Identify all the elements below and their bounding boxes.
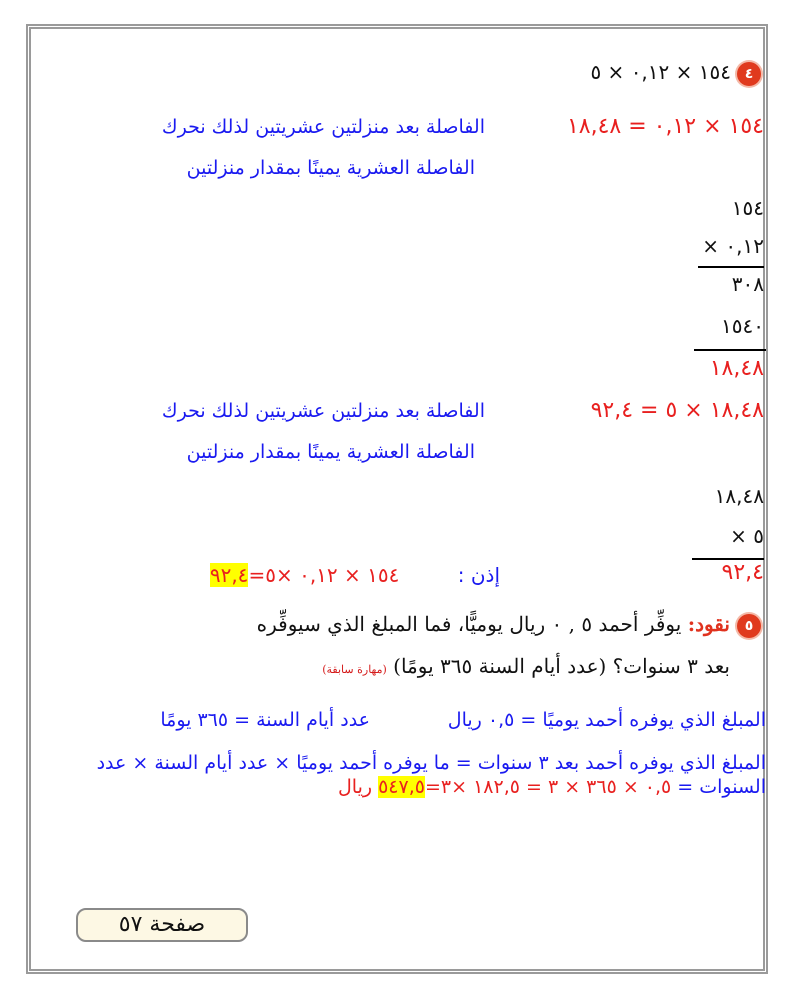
item-5-question-text: يوفِّر أحمد ٥ , ٠ ريال يوميًّا، فما المبلغ الذي سيوفِّره <box>256 612 682 636</box>
mult2-operand2: ٥ × <box>730 524 764 548</box>
step1-equation: ١٥٤ × ٠,١٢ = ١٨,٤٨ <box>566 114 764 139</box>
mult1-operand1: ١٥٤ <box>731 196 764 220</box>
final-unit: ريال <box>337 776 373 798</box>
mult2-result: ٩٢,٤ <box>721 560 764 585</box>
calculation-line <box>338 776 766 798</box>
daily-saving: المبلغ الذي يوفره أحمد يوميًا = ٠,٥ ريال <box>447 709 766 731</box>
item-5-question-line2 <box>322 654 730 678</box>
item-5-badge: ٥ <box>737 614 761 638</box>
conclusion-expression: ١٥٤ × ٠,١٢ ×٥= <box>248 563 400 587</box>
item-5-question-line2-text: بعد ٣ سنوات؟ (عدد أيام السنة ٣٦٥ يومًا) <box>393 654 730 678</box>
mult1-partial2: ١٥٤٠ <box>721 314 764 338</box>
step1-note-line2: الفاصلة العشرية يمينًا بمقدار منزلتين <box>186 157 475 179</box>
mult1-rule-bottom <box>694 349 766 351</box>
conclusion-answer: ٩٢,٤ <box>209 563 249 587</box>
mult1-operand2: ٠,١٢ × <box>702 234 764 258</box>
item-4-badge: ٤ <box>737 62 761 86</box>
conclusion-prefix: إذن : <box>457 563 500 587</box>
step2-note-line1: الفاصلة بعد منزلتين عشريتين لذلك نحرك <box>161 400 485 422</box>
conclusion-line <box>210 563 500 587</box>
mult1-result: ١٨,٤٨ <box>709 356 764 381</box>
step2-equation: ١٨,٤٨ × ٥ = ٩٢,٤ <box>590 398 764 423</box>
mult2-operand1: ١٨,٤٨ <box>714 484 764 508</box>
mult1-partial1: ٣٠٨ <box>731 272 764 296</box>
item-5-label: نقود: <box>687 612 730 636</box>
item-5-question-line1 <box>257 612 730 636</box>
mult1-rule-top <box>698 266 764 268</box>
final-answer: ٥٤٧,٥ <box>378 776 425 798</box>
skill-tag: (مهارة سابقة) <box>322 663 387 676</box>
step1-note-line1: الفاصلة بعد منزلتين عشريتين لذلك نحرك <box>161 116 485 138</box>
years-label: السنوات = <box>677 776 766 798</box>
page-number-label: صفحة ٥٧ <box>118 912 206 937</box>
step2-note-line2: الفاصلة العشرية يمينًا بمقدار منزلتين <box>186 441 475 463</box>
formula-line: المبلغ الذي يوفره أحمد بعد ٣ سنوات = ما يوفره أحمد يوميًا × عدد أيام السنة × عدد <box>96 752 766 774</box>
item-4-header-expression: ١٥٤ × ٠,١٢ × ٥ <box>590 60 731 84</box>
page-number-box <box>76 908 248 942</box>
calculation-expression: ٠,٥ × ٣٦٥ × ٣ = ١٨٢,٥ ×٣= <box>424 776 672 798</box>
days-in-year: عدد أيام السنة = ٣٦٥ يومًا <box>160 709 370 731</box>
